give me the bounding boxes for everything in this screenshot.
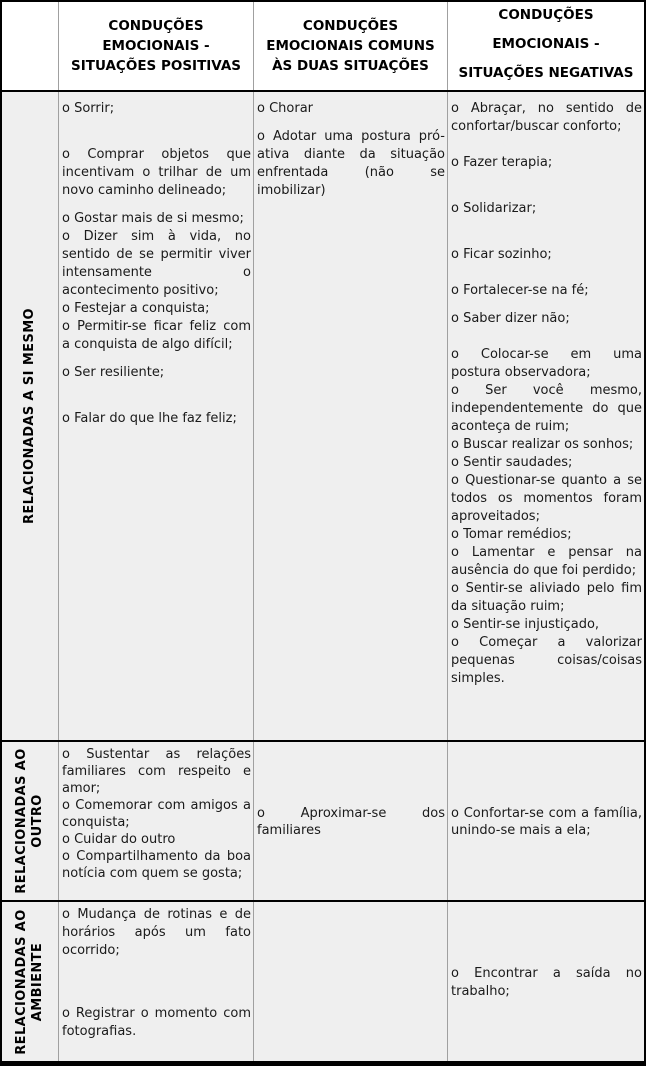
list-item: o Abraçar, no sentido de confortar/buscar conforto; xyxy=(451,101,642,134)
row-label-cell xyxy=(2,92,59,740)
list-item: o Chorar xyxy=(257,101,314,116)
list-item: o Solidarizar; xyxy=(451,201,537,216)
list-item: o Ser resiliente; xyxy=(62,365,165,380)
header-line: CONDUÇÕES xyxy=(498,7,594,23)
list-item: o Começar a valorizar pequenas coisas/coisas simples. xyxy=(451,635,642,686)
row-label: RELACIONADAS AO AMBIENTE xyxy=(14,908,45,1055)
header-line: EMOCIONAIS - xyxy=(492,36,600,52)
list-item: o Gostar mais de si mesmo; xyxy=(62,211,244,226)
table-row xyxy=(2,900,644,1061)
list-item: o Sentir-se injustiçado, xyxy=(451,617,600,632)
list-item: o Sustentar as relações familiares com respeito e amor; xyxy=(62,747,251,796)
list-item: o Dizer sim à vida, no sentido de se permitir viver intensamente o acontecimento positivo; xyxy=(62,229,251,298)
table-cell xyxy=(254,742,448,900)
list-item: o Colocar-se em uma postura observadora; xyxy=(451,347,642,380)
row-label: RELACIONADAS A SI MESMO xyxy=(22,307,37,525)
list-item: o Cuidar do outro xyxy=(62,832,176,847)
list-item: o Registrar o momento com fotografias. xyxy=(62,1006,251,1039)
table-header-row xyxy=(2,2,644,90)
header-line: EMOCIONAIS COMUNS xyxy=(266,38,435,54)
table-cell xyxy=(59,902,254,1061)
table-cell xyxy=(254,902,448,1061)
list-item: o Mudança de rotinas e de horários após um fato ocorrido; xyxy=(62,907,251,958)
list-item: o Comprar objetos que incentivam o trilhar de um novo caminho delineado; xyxy=(62,147,251,198)
list-item: o Permitir-se ficar feliz com a conquista de algo difícil; xyxy=(62,319,251,352)
header-corner-cell xyxy=(2,2,59,90)
header-col-positive xyxy=(59,2,254,90)
list-item: o Festejar a conquista; xyxy=(62,301,210,316)
list-item: o Lamentar e pensar na ausência do que foi perdido; xyxy=(451,545,642,578)
table-cell xyxy=(254,92,448,740)
list-item: o Ser você mesmo, independentemente do que aconteça de ruim; xyxy=(451,383,642,434)
table-cell xyxy=(448,902,644,1061)
table-cell xyxy=(59,92,254,740)
header-line: ÀS DUAS SITUAÇÕES xyxy=(272,58,429,74)
list-item: o Confortar-se com a família, unindo-se mais a ela; xyxy=(451,806,642,838)
list-item: o Aproximar-se dos familiares xyxy=(257,806,445,838)
list-item: o Sentir saudades; xyxy=(451,455,573,470)
table-cell xyxy=(448,742,644,900)
table-body xyxy=(2,90,644,1061)
list-item: o Saber dizer não; xyxy=(451,311,570,326)
list-item: o Questionar-se quanto a se todos os momentos foram aproveitados; xyxy=(451,473,642,524)
list-item: o Sentir-se aliviado pelo fim da situação ruim; xyxy=(451,581,642,614)
header-col-common xyxy=(254,2,448,90)
header-line: SITUAÇÕES NEGATIVAS xyxy=(458,65,634,81)
table-cell xyxy=(448,92,644,740)
list-item: o Buscar realizar os sonhos; xyxy=(451,437,634,452)
table-row xyxy=(2,90,644,740)
list-item: o Falar do que lhe faz feliz; xyxy=(62,411,237,426)
row-label-cell xyxy=(2,902,59,1061)
list-item: o Fortalecer-se na fé; xyxy=(451,283,589,298)
list-item: o Ficar sozinho; xyxy=(451,247,552,262)
list-item: o Sorrir; xyxy=(62,101,115,116)
row-label: RELACIONADAS AO OUTRO xyxy=(14,748,45,894)
header-line: CONDUÇÕES xyxy=(108,18,204,34)
table-cell xyxy=(59,742,254,900)
header-col-negative xyxy=(448,2,644,90)
list-item: o Encontrar a saída no trabalho; xyxy=(451,965,642,999)
list-item: o Compartilhamento da boa notícia com quem se gosta; xyxy=(62,849,251,881)
header-line: SITUAÇÕES POSITIVAS xyxy=(70,58,242,74)
list-item: o Fazer terapia; xyxy=(451,155,553,170)
header-line: EMOCIONAIS - xyxy=(102,38,210,54)
list-item: o Comemorar com amigos a conquista; xyxy=(62,798,251,830)
header-line: CONDUÇÕES xyxy=(302,18,399,34)
table-row xyxy=(2,740,644,900)
list-item: o Adotar uma postura pró-ativa diante da situação enfrentada (não se imobilizar) xyxy=(257,129,445,198)
list-item: o Tomar remédios; xyxy=(451,527,572,542)
row-label-cell xyxy=(2,742,59,900)
